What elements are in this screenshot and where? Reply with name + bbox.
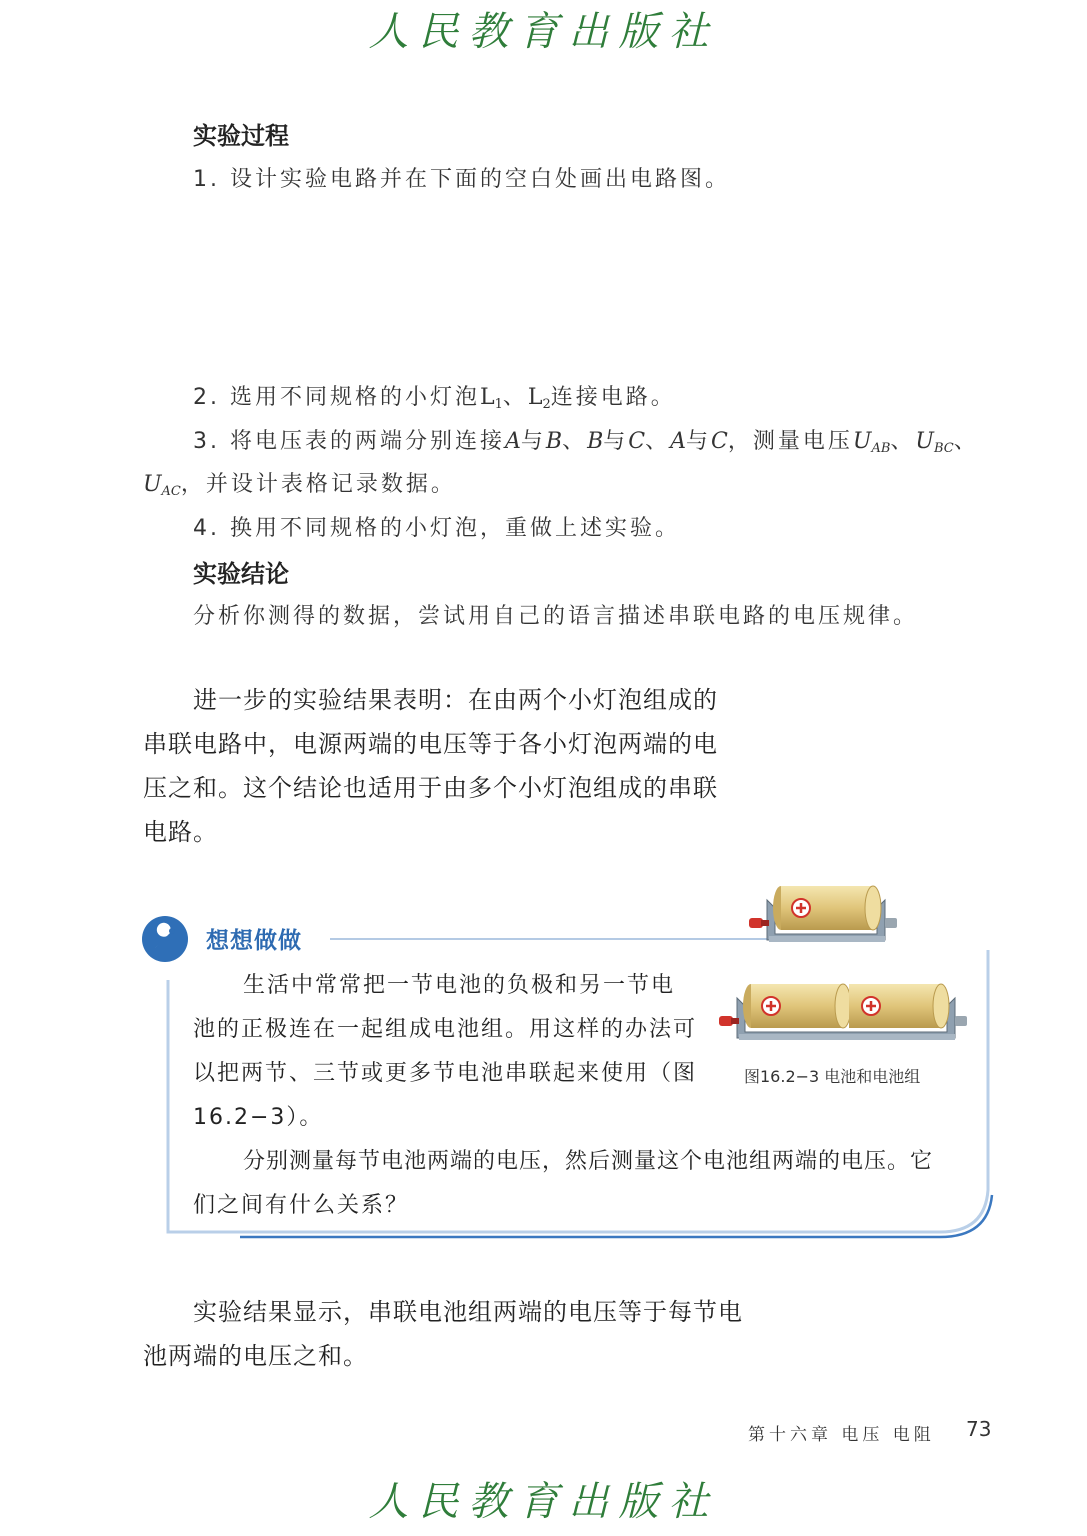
result-line: 电路。 xyxy=(143,818,218,846)
box-line: 生活中常常把一节电池的负极和另一节电 xyxy=(243,973,676,998)
footer-page-number: 73 xyxy=(966,1417,992,1441)
step-4: 4. 换用不同规格的小灯泡，重做上述实验。 xyxy=(193,516,680,541)
single-battery-illustration xyxy=(745,880,905,950)
footer-chapter: 第十六章 电压 电阻 xyxy=(748,1425,935,1445)
step-3-line-2: $U_{AC}$，并设计表格记录数据。 xyxy=(143,472,456,499)
publisher-logo-top: 人民教育出版社 xyxy=(368,9,719,55)
process-heading: 实验过程 xyxy=(193,122,289,150)
box-line: 池的正极连在一起组成电池组。用这样的办法可 xyxy=(193,1017,698,1042)
battery-pack-illustration xyxy=(715,978,975,1048)
result-line: 串联电路中，电源两端的电压等于各小灯泡两端的电 xyxy=(143,730,718,758)
think-box-paragraph-1 xyxy=(193,964,697,1140)
result-line: 进一步的实验结果表明：在由两个小灯泡组成的 xyxy=(193,686,718,714)
box-line: 16.2−3）。 xyxy=(193,1105,324,1130)
box-line: 们之间有什么关系？ xyxy=(193,1193,410,1218)
box-line: 以把两节、三节或更多节电池串联起来使用（图 xyxy=(193,1061,698,1086)
think-box-title: 想想做做 xyxy=(206,928,302,954)
wrench-icon xyxy=(141,915,189,963)
publisher-logo-bottom: 人民教育出版社 xyxy=(368,1479,719,1525)
think-box-paragraph-2 xyxy=(193,1140,933,1228)
step-1: 1. 设计实验电路并在下面的空白处画出电路图。 xyxy=(193,167,730,192)
battery-result-paragraph xyxy=(143,1290,743,1378)
conclusion-text: 分析你测得的数据，尝试用自己的语言描述串联电路的电压规律。 xyxy=(193,604,919,629)
step-2: 2. 选用不同规格的小灯泡$L_1$、$L_2$连接电路。 xyxy=(193,385,676,412)
step-3-line-1: 3. 将电压表的两端分别连接A与B、B与C、A与C，测量电压$U_{AB}$、$U_{BC}$、 xyxy=(193,429,979,456)
conclusion-heading: 实验结论 xyxy=(193,560,289,588)
battery-result-line: 池两端的电压之和。 xyxy=(143,1342,368,1370)
box-line: 分别测量每节电池两端的电压，然后测量这个电池组两端的电压。它 xyxy=(243,1149,934,1174)
result-paragraph xyxy=(143,678,718,854)
battery-result-line: 实验结果显示，串联电池组两端的电压等于每节电 xyxy=(193,1298,743,1326)
result-line: 压之和。这个结论也适用于由多个小灯泡组成的串联 xyxy=(143,774,718,802)
figure-caption: 图16.2−3 电池和电池组 xyxy=(744,1067,921,1086)
